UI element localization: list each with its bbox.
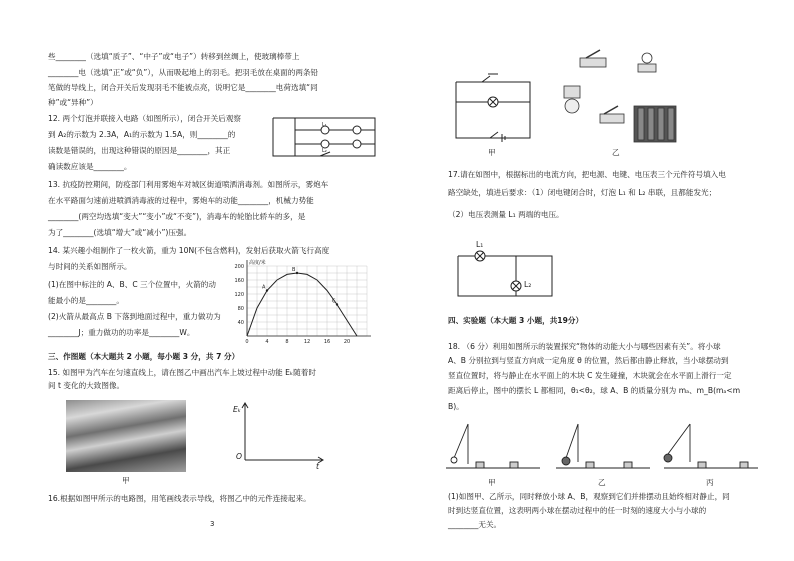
rocket-height-curve (247, 273, 357, 336)
spray-truck-photo (66, 400, 186, 472)
x-tick-label: 4 (265, 339, 269, 345)
x-tick-label: 0 (245, 339, 249, 345)
q14-text: ________J；重力做功的功率是________W。 (48, 328, 195, 337)
text-line: 笔做的导线上，闭合开关后发现羽毛不能被点亮，说明它是________电荷选填“同 (48, 83, 318, 92)
q18-text: B)。 (448, 402, 464, 411)
svg-text:L₂: L₂ (322, 148, 327, 154)
y-tick-label: 200 (234, 264, 244, 270)
q12-text: 确读数应该是________。 (48, 162, 132, 171)
figure-label: 甲 (488, 148, 496, 157)
figure-label: 丙 (706, 478, 714, 487)
q18-text: ________无关。 (448, 520, 502, 529)
q15-text: 15. 如图甲为汽车在匀速直线上，请在图乙中画出汽车上坡过程中动能 Eₖ随着时 (48, 368, 316, 377)
figure-label: 甲 (488, 478, 496, 487)
circuit-diagram-jia (450, 52, 540, 144)
q17-text: （2）电压表测量 L₁ 两端的电压。 (448, 210, 564, 219)
rocket-height-chart (225, 258, 380, 348)
parallel-circuit-diagram (265, 112, 385, 164)
q18-text: 18. （6 分）利用如图所示的装置探究“物体的动能大小与哪些因素有关”。将小球 (448, 342, 721, 351)
q18-text: 距离后停止，图中的摆长 L 都相同，θ₁<θ₂，球 A、B 的质量分别为 mₐ、m_B(mₐ<m (448, 386, 741, 395)
q15-text: 间 t 变化的大致图像。 (48, 381, 125, 390)
q13-text: 13. 抗疫防控期间，防疫部门利用雾炮车对城区街道喷洒消毒剂。如图所示，雾炮车 (48, 180, 329, 189)
q18-text: A、B 分别拉到与竖直方向成一定角度 θ 的位置，然后都由静止释放，当小球摆动到 (448, 356, 729, 365)
right-column (440, 0, 770, 561)
left-column (40, 0, 385, 561)
axis-label-ek: Eₖ (233, 405, 242, 414)
q17-text: 路空缺处，填进后要求：（1）闭电键闭合时，灯泡 L₁ 和 L₂ 串联，且都能发光； (448, 188, 717, 197)
x-tick-label: 12 (303, 339, 311, 345)
q12-text: 12. 两个灯泡并联接入电路（如图所示），闭合开关后观察 (48, 114, 241, 123)
y-axis-label: 高度/米 (249, 260, 266, 266)
q14-text: 14. 某兴趣小组制作了一枚火箭，重为 10N(不包含燃料)，发射后获取火箭飞行高度 (48, 246, 330, 255)
lamp-label-l2: L₂ (524, 280, 532, 289)
q18-text: 时到达竖直位置，这表明两小球在摆动过程中的任一时刻的速度大小与小球的 (448, 506, 707, 515)
figure-label: 甲 (122, 476, 130, 485)
y-tick-label: 40 (237, 320, 244, 326)
q14-text: 能最小的是________。 (48, 296, 124, 305)
x-tick-label: 8 (285, 339, 289, 345)
q13-text: ________(两空均选填“变大”“变小”或“不变”)，消毒车的轮胎比轿车的多，是 (48, 212, 306, 221)
lamp-label-l1: L₁ (476, 240, 484, 249)
axis-origin: O (236, 452, 242, 461)
data-point (266, 289, 268, 291)
pendulum-figures (440, 418, 770, 478)
q18-text: 竖直位置时，将与静止在水平面上的木块 C 发生碰撞，木块就会在水平面上滑行一定 (448, 371, 732, 380)
section-3-heading: 三、作图题（本大题共 2 小题，每小题 3 分，共 7 分） (48, 352, 240, 361)
page-number: 3 (210, 520, 215, 528)
figure-label: 乙 (598, 478, 606, 487)
x-tick-label: 20 (343, 339, 351, 345)
q12-text: 读数是错误的，出现这种错误的原因是________，其正 (48, 146, 231, 155)
data-point (336, 303, 338, 305)
text-line: 些________（选填“质子”、“中子”或“电子”）转移到丝绸上，使玻璃棒带上 (48, 52, 300, 61)
ek-t-axes (230, 400, 340, 480)
text-line: 种”或“异种”） (48, 98, 98, 107)
q12-text: 到 A₂的示数为 2.3A，A₁的示数为 1.5A，则________的 (48, 130, 236, 139)
y-tick-label: 80 (237, 306, 244, 312)
point-label: A (262, 284, 266, 291)
text-line: ________电（选填“正”或“负”），从而吸起地上的羽毛。把羽毛放在桌面的两条铅 (48, 68, 319, 77)
series-circuit-diagram (452, 240, 562, 300)
q16-text: 16.根据如图甲所示的电路图，用笔画线表示导线，将图乙中的元件连接起来。 (48, 494, 311, 503)
x-tick-label: 16 (323, 339, 331, 345)
q18-text: (1)如图甲、乙所示，同时释放小球 A、B，观察到它们并排摆动且始终相对静止，同 (448, 492, 730, 501)
section-4-heading: 四、实验题（本大题 3 小题，共19分） (448, 316, 584, 325)
y-tick-label: 160 (234, 278, 244, 284)
data-point (296, 272, 298, 274)
svg-text:L₁: L₁ (322, 122, 327, 128)
axis-label-t: t (316, 462, 319, 471)
figure-label: 乙 (612, 148, 620, 157)
q13-text: 在水平路面匀速前进喷洒消毒液的过程中，雾炮车的动能________，机械力势能 (48, 196, 314, 205)
point-label: C (332, 298, 336, 305)
q14-text: (2)火箭从最高点 B 下落到地面过程中，重力做功为 (48, 312, 221, 321)
q14-text: 与时间的关系如图所示。 (48, 262, 132, 271)
q13-text: 为了________(选填“增大”或“减小”)压强。 (48, 228, 192, 237)
q14-text: (1)在图中标注的 A、B、C 三个位置中，火箭的动 (48, 280, 216, 289)
q17-text: 17.请在如图中，根据标出的电流方向，把电源、电键、电压表三个元件符号填入电 (448, 170, 726, 179)
point-label: B (292, 267, 296, 273)
components-picture-yi (560, 46, 680, 146)
y-tick-label: 120 (234, 292, 244, 298)
